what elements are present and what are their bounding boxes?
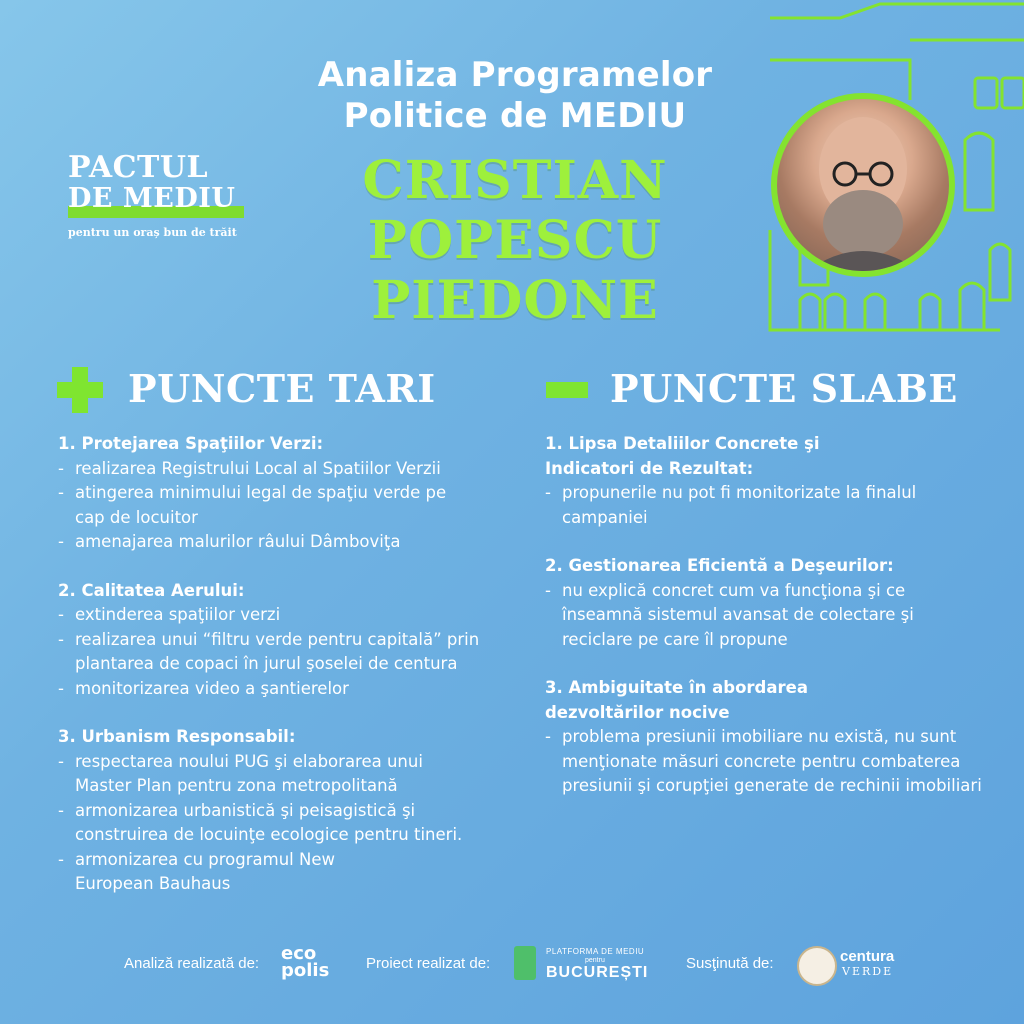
centura-logo-bottom: VERDE xyxy=(842,965,894,978)
candidate-name-line-2: POPESCU xyxy=(367,210,663,271)
page-title-line-2: Politice de MEDIU xyxy=(343,96,687,136)
page-title-line-1: Analiza Programelor xyxy=(317,55,713,95)
group-title: 1. Lipsa Detaliilor Concrete şi Indicatori de Rezultat: xyxy=(545,434,820,478)
group-title: 3. Urbanism Responsabil: xyxy=(58,727,296,746)
platform-logo-main: BUCUREȘTI xyxy=(546,964,649,981)
list-item: - armonizarea urbanistică şi peisagistică şi construirea de locuinţe ecologice pentru tineri. xyxy=(58,799,508,848)
list-item: - nu explică concret cum va funcţiona şi ce înseamnă sistemul avansat de colectare şi reciclare pe care îl propune xyxy=(545,579,962,653)
candidate-name-line-3: PIEDONE xyxy=(371,270,659,331)
strength-group xyxy=(58,725,508,897)
strengths-list xyxy=(58,432,508,921)
ecopolis-logo-bottom: polis xyxy=(281,960,330,981)
weakness-group xyxy=(545,554,995,652)
list-item: - monitorizarea video a şantierelor xyxy=(58,677,508,702)
portrait-illustration xyxy=(777,99,949,271)
ecopolis-logo-top: eco xyxy=(281,943,317,964)
list-item: - realizarea unui “filtru verde pentru capitală” prin plantarea de copaci în jurul şoselei de centura xyxy=(58,628,508,677)
list-item: - atingerea minimului legal de spaţiu verde pe cap de locuitor xyxy=(58,481,455,530)
weakness-group xyxy=(545,676,995,799)
logo-line-2: DE MEDIU xyxy=(68,183,236,214)
list-item: - respectarea noului PUG şi elaborarea unui Master Plan pentru zona metropolitană xyxy=(58,750,475,799)
strength-group xyxy=(58,579,508,702)
group-title: 2. Calitatea Aerului: xyxy=(58,580,245,600)
group-title: 1. Protejarea Spaţiilor Verzi: xyxy=(58,434,324,453)
analysis-label: Analiză realizată de: xyxy=(124,955,260,972)
platform-logo-mid: pentru xyxy=(585,957,605,964)
candidate-portrait xyxy=(771,93,955,277)
strength-group xyxy=(58,432,508,555)
list-item: - amenajarea malurilor râului Dâmboviţa xyxy=(58,530,508,555)
list-item: - extinderea spaţiilor verzi xyxy=(58,603,508,628)
centura-logo-top: centura xyxy=(840,948,895,965)
weakness-group xyxy=(545,432,995,530)
support-label: Susţinută de: xyxy=(686,955,774,972)
list-item: - armonizarea cu programul New European Bauhaus xyxy=(58,848,335,897)
list-item: - propunerile nu pot fi monitorizate la finalul campaniei xyxy=(545,481,962,530)
project-label: Proiect realizat de: xyxy=(366,955,491,972)
minus-icon xyxy=(546,382,588,398)
group-title: 2. Gestionarea Eficientă a Deşeurilor: xyxy=(545,556,894,575)
list-item: - realizarea Registrului Local al Spatiilor Verzii xyxy=(58,457,508,482)
ecopolis-logo xyxy=(281,945,329,979)
strengths-heading: PUNCTE TARI xyxy=(128,366,436,411)
platform-leaf-icon xyxy=(514,946,536,980)
logo-line-1: PACTUL xyxy=(68,150,209,185)
candidate-name-line-1: CRISTIAN xyxy=(362,150,668,211)
platform-logo-top: PLATFORMA DE MEDIU xyxy=(546,947,645,956)
weaknesses-heading: PUNCTE SLABE xyxy=(610,366,958,411)
list-item: - problema presiunii imobiliare nu există, nu sunt menţionate măsuri concrete pentru combaterea presiunii şi corupţiei generate de rechinii imobiliari xyxy=(545,725,995,799)
group-title: 3. Ambiguitate în abordarea dezvoltărilor nocive xyxy=(545,678,808,722)
weaknesses-list xyxy=(545,432,995,823)
logo-tagline: pentru un oraș bun de trăit xyxy=(68,226,237,239)
plus-icon-bar xyxy=(57,382,103,398)
tree-icon xyxy=(797,946,837,986)
